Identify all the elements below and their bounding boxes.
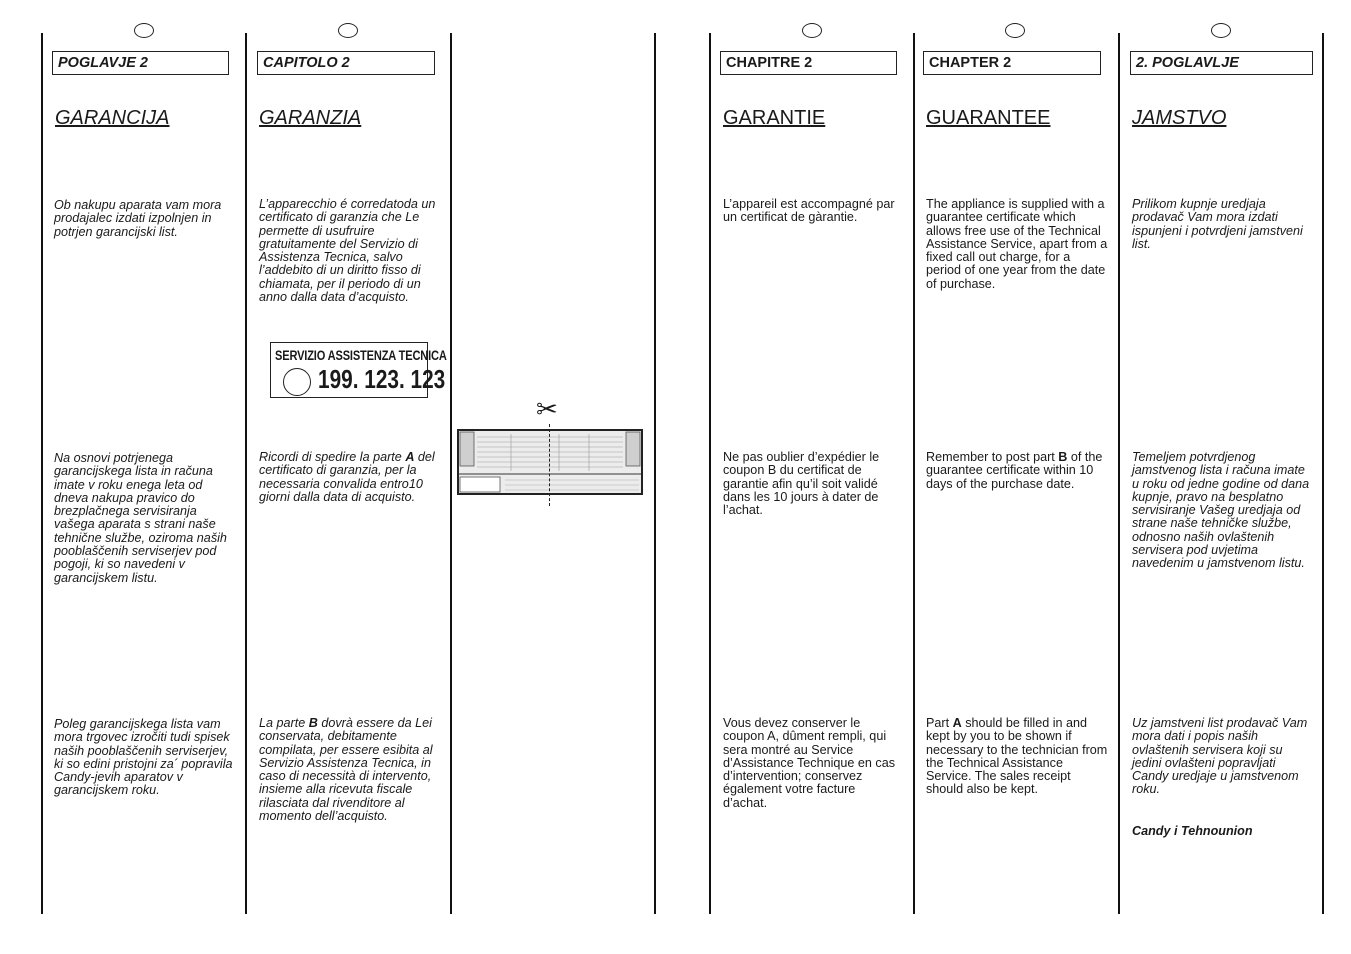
language-marker-circle <box>802 23 822 38</box>
service-phone-number: 199. 123. 123 <box>318 364 446 394</box>
paragraph-it-2: Ricordi di spedire la parte A del certificato di garanzia, per la necessaria convalida entro10 giorni dalla data di acquisto. <box>259 450 435 504</box>
chapter-heading-it: CAPITOLO 2 <box>257 51 435 75</box>
paragraph-hr-3: Uz jamstveni list prodavač Vam mora dati i popis naših ovlaštenih servisera koji su jedini ovlašteni popravljati Candy uredjaje u jamstvenom roku. <box>1132 716 1308 797</box>
paragraph-it-3: La parte B dovrà essere da Lei conservata, debitamente compilata, per essere esibita al Servizio Assistenza Tecnica, in caso di necessità di intervento, insieme alla ricevuta fiscale rilasciata dal rivenditore al momento dell’acquisto. <box>259 716 433 824</box>
column-divider <box>245 33 247 914</box>
guarantee-coupon-image <box>457 429 643 495</box>
column-divider <box>450 33 452 914</box>
section-title-fr: GARANTIE <box>723 107 826 129</box>
paragraph-sl-2: Na osnovi potrjenega garancijskega lista in računa imate v roku enega leta od dneva nakupa pravico do brezplačnega servisiranja vašega aparata s strani naše tehnične službe, oziroma naših pooblaščenih serviserjev pod pogoji, ki so navedeni v garancijskem listu. <box>54 451 227 585</box>
chapter-heading-fr: CHAPITRE 2 <box>720 51 897 75</box>
paragraph-en-1: The appliance is supplied with a guarantee certificate which allows free use of the Technical Assistance Service, apart from a fixed call out charge, for a period of one year from the date of purchase. <box>926 197 1108 291</box>
section-title-sl: GARANCIJA <box>55 107 170 129</box>
language-marker-circle <box>1005 23 1025 38</box>
section-title-en: GUARANTEE <box>926 107 1051 129</box>
column-divider <box>1118 33 1120 914</box>
coupon-sketch <box>459 431 641 493</box>
phone-logo-circle <box>283 368 311 396</box>
signature-text: Candy i Tehnounion <box>1132 824 1253 838</box>
column-divider <box>1322 33 1324 914</box>
chapter-heading-sl: POGLAVJE 2 <box>52 51 229 75</box>
section-title-it: GARANZIA <box>259 107 362 129</box>
paragraph-en-2: Remember to post part B of the guarantee certificate within 10 days of the purchase date. <box>926 450 1103 491</box>
paragraph-hr-1: Prilikom kupnje uredjaja prodavač Vam mora izdati ispunjeni i potvrdjeni jamstveni list. <box>1132 197 1303 251</box>
service-assistance-box <box>270 342 447 398</box>
paragraph-sl-1: Ob nakupu aparata vam mora prodajalec izdati izpolnjen in potrjen garancijski list. <box>54 198 222 239</box>
column-divider <box>41 33 43 914</box>
chapter-heading-hr: 2. POGLAVLJE <box>1130 51 1313 75</box>
service-label: SERVIZIO ASSISTENZA TECNICA <box>275 348 447 363</box>
scissors-icon: ✂ <box>536 394 558 424</box>
language-marker-circle <box>338 23 358 38</box>
paragraph-it-1: L’apparecchio é corredatoda un certificato di garanzia che Le permette di usufruire gratuitamente del Servizio di Assistenza Tecnica, salvo l’addebito di un diritto fisso di chiamata, per il periodo di un anno dalla data d’acquisto. <box>259 197 436 305</box>
section-title-hr: JAMSTVO <box>1132 107 1227 129</box>
paragraph-fr-1: L’appareil est accompagné par un certificat de gàrantie. <box>723 197 895 225</box>
chapter-heading-en: CHAPTER 2 <box>923 51 1101 75</box>
language-marker-circle <box>1211 23 1231 38</box>
paragraph-en-3: Part A should be filled in and kept by you to be shown if necessary to the technician from the Technical Assistance Service. The sales receipt should also be kept. <box>926 716 1108 797</box>
column-divider <box>654 33 656 914</box>
column-divider <box>709 33 711 914</box>
paragraph-sl-3: Poleg garancijskega lista vam mora trgovec izročiti tudi spisek naših pooblaščenih serviserjev, ki so edini pristojni za´ popravila Candy-jevih aparatov v garancijskem roku. <box>54 717 233 798</box>
paragraph-hr-2: Temeljem potvrdjenog jamstvenog lista i računa imate u roku od jedne godine od dana kupnje, pravo na besplatno servisiranje Vašeg uredjaja od strane naše tehničke službe, odnosno naših ovlaštenih servisera pod uvjetima navedenim u jamstvenom listu. <box>1132 450 1310 571</box>
column-divider <box>913 33 915 914</box>
language-marker-circle <box>134 23 154 38</box>
cut-line <box>549 424 550 506</box>
paragraph-fr-3: Vous devez conserver le coupon A, dûment rempli, qui sera montré au Service d’Assistance Technique en cas d’intervention; conservez également votre facture d’achat. <box>723 716 895 810</box>
paragraph-fr-2: Ne pas oublier d’expédier le coupon B du certificat de garantie afin qu’il soit validé dans les 10 jours à dater de l’achat. <box>723 450 880 518</box>
